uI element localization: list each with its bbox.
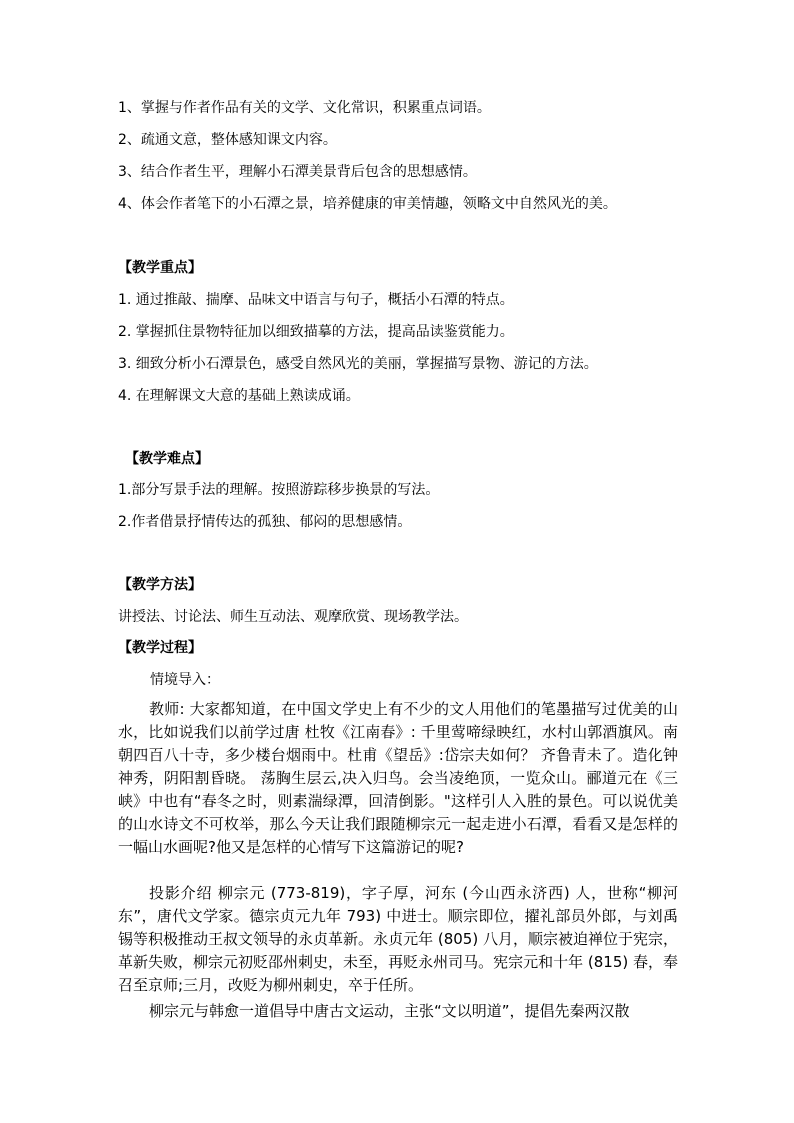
process-heading: 【教学过程】	[118, 640, 202, 656]
difficulties-heading: 【教学难点】	[125, 451, 209, 467]
key-points-heading: 【教学重点】	[118, 260, 202, 276]
key-point-1: 1. 通过推敲、揣摩、品味文中语言与句子，概括小石潭的特点。	[118, 292, 514, 308]
methods-text: 讲授法、讨论法、师生互动法、观摩欣赏、现场教学法。	[118, 609, 468, 625]
difficulty-2: 2.作者借景抒情传达的孤独、郁闷的思想感情。	[118, 514, 412, 530]
key-point-3: 3. 细致分析小石潭景色，感受自然风光的美丽，掌握描写景物、游记的方法。	[118, 356, 598, 372]
objective-4: 4、体会作者笔下的小石潭之景，培养健康的审美情趣，领略文中自然风光的美。	[118, 196, 617, 212]
process-intro: 情境导入：	[150, 672, 220, 688]
objective-2: 2、疏通文意，整体感知课文内容。	[118, 132, 337, 148]
methods-heading: 【教学方法】	[118, 577, 202, 593]
process-paragraph-3: 柳宗元与韩愈一道倡导中唐古文运动，主张“文以明道”，提倡先秦两汉散	[149, 1002, 630, 1020]
objective-3: 3、结合作者生平，理解小石潭美景背后包含的思想感情。	[118, 164, 477, 180]
difficulty-1: 1.部分写景手法的理解。按照游踪移步换景的写法。	[118, 482, 440, 498]
process-paragraph-2: 投影介绍 柳宗元 (773-819)，字子厚，河东 (今山西永济西) 人，世称“柳河东”，唐代文学家。德宗贞元九年 793) 中进士。顺宗即位，擢礼部员外郎，与刘禹锡等积极推动王叔文领导的永贞革新。永贞元年 (805) 八月，顺宗被迫禅位于宪宗，革新失败，柳宗元初贬邵州刺史，未至，再贬永州司马。宪宗元和十年 (815) 春，奉召至京师;三月，改贬为柳州刺史，卒于任所。	[118, 884, 678, 994]
process-paragraph-1: 教师: 大家都知道，在中国文学史上有不少的文人用他们的笔墨描写过优美的山水，比如说我们以前学过唐 杜牧《江南春》: 千里莺啼绿映红，水村山郭酒旗风。南朝四百八十寺，多少楼台烟雨中。杜甫《望岳》:岱宗夫如何？ 齐鲁青未了。造化钟神秀，阴阳割昏晓。 荡胸生层云,决入归鸟。会当凌绝顶，一览众山。郦道元在《三峡》中也有“春冬之时，则素湍绿潭，回清倒影。"这样引人入胜的景色。可以说优美的山水诗文不可枚举，那么今天让我们跟随柳宗元一起走进小石潭，看看又是怎样的一幅山水画呢?他又是怎样的心情写下这篇游记的呢?	[118, 700, 678, 856]
objective-1: 1、掌握与作者作品有关的文学、文化常识，积累重点词语。	[118, 100, 491, 116]
key-point-2: 2. 掌握抓住景物特征加以细致描摹的方法，提高品读鉴赏能力。	[118, 324, 514, 340]
key-point-4: 4. 在理解课文大意的基础上熟读成诵。	[118, 388, 360, 404]
